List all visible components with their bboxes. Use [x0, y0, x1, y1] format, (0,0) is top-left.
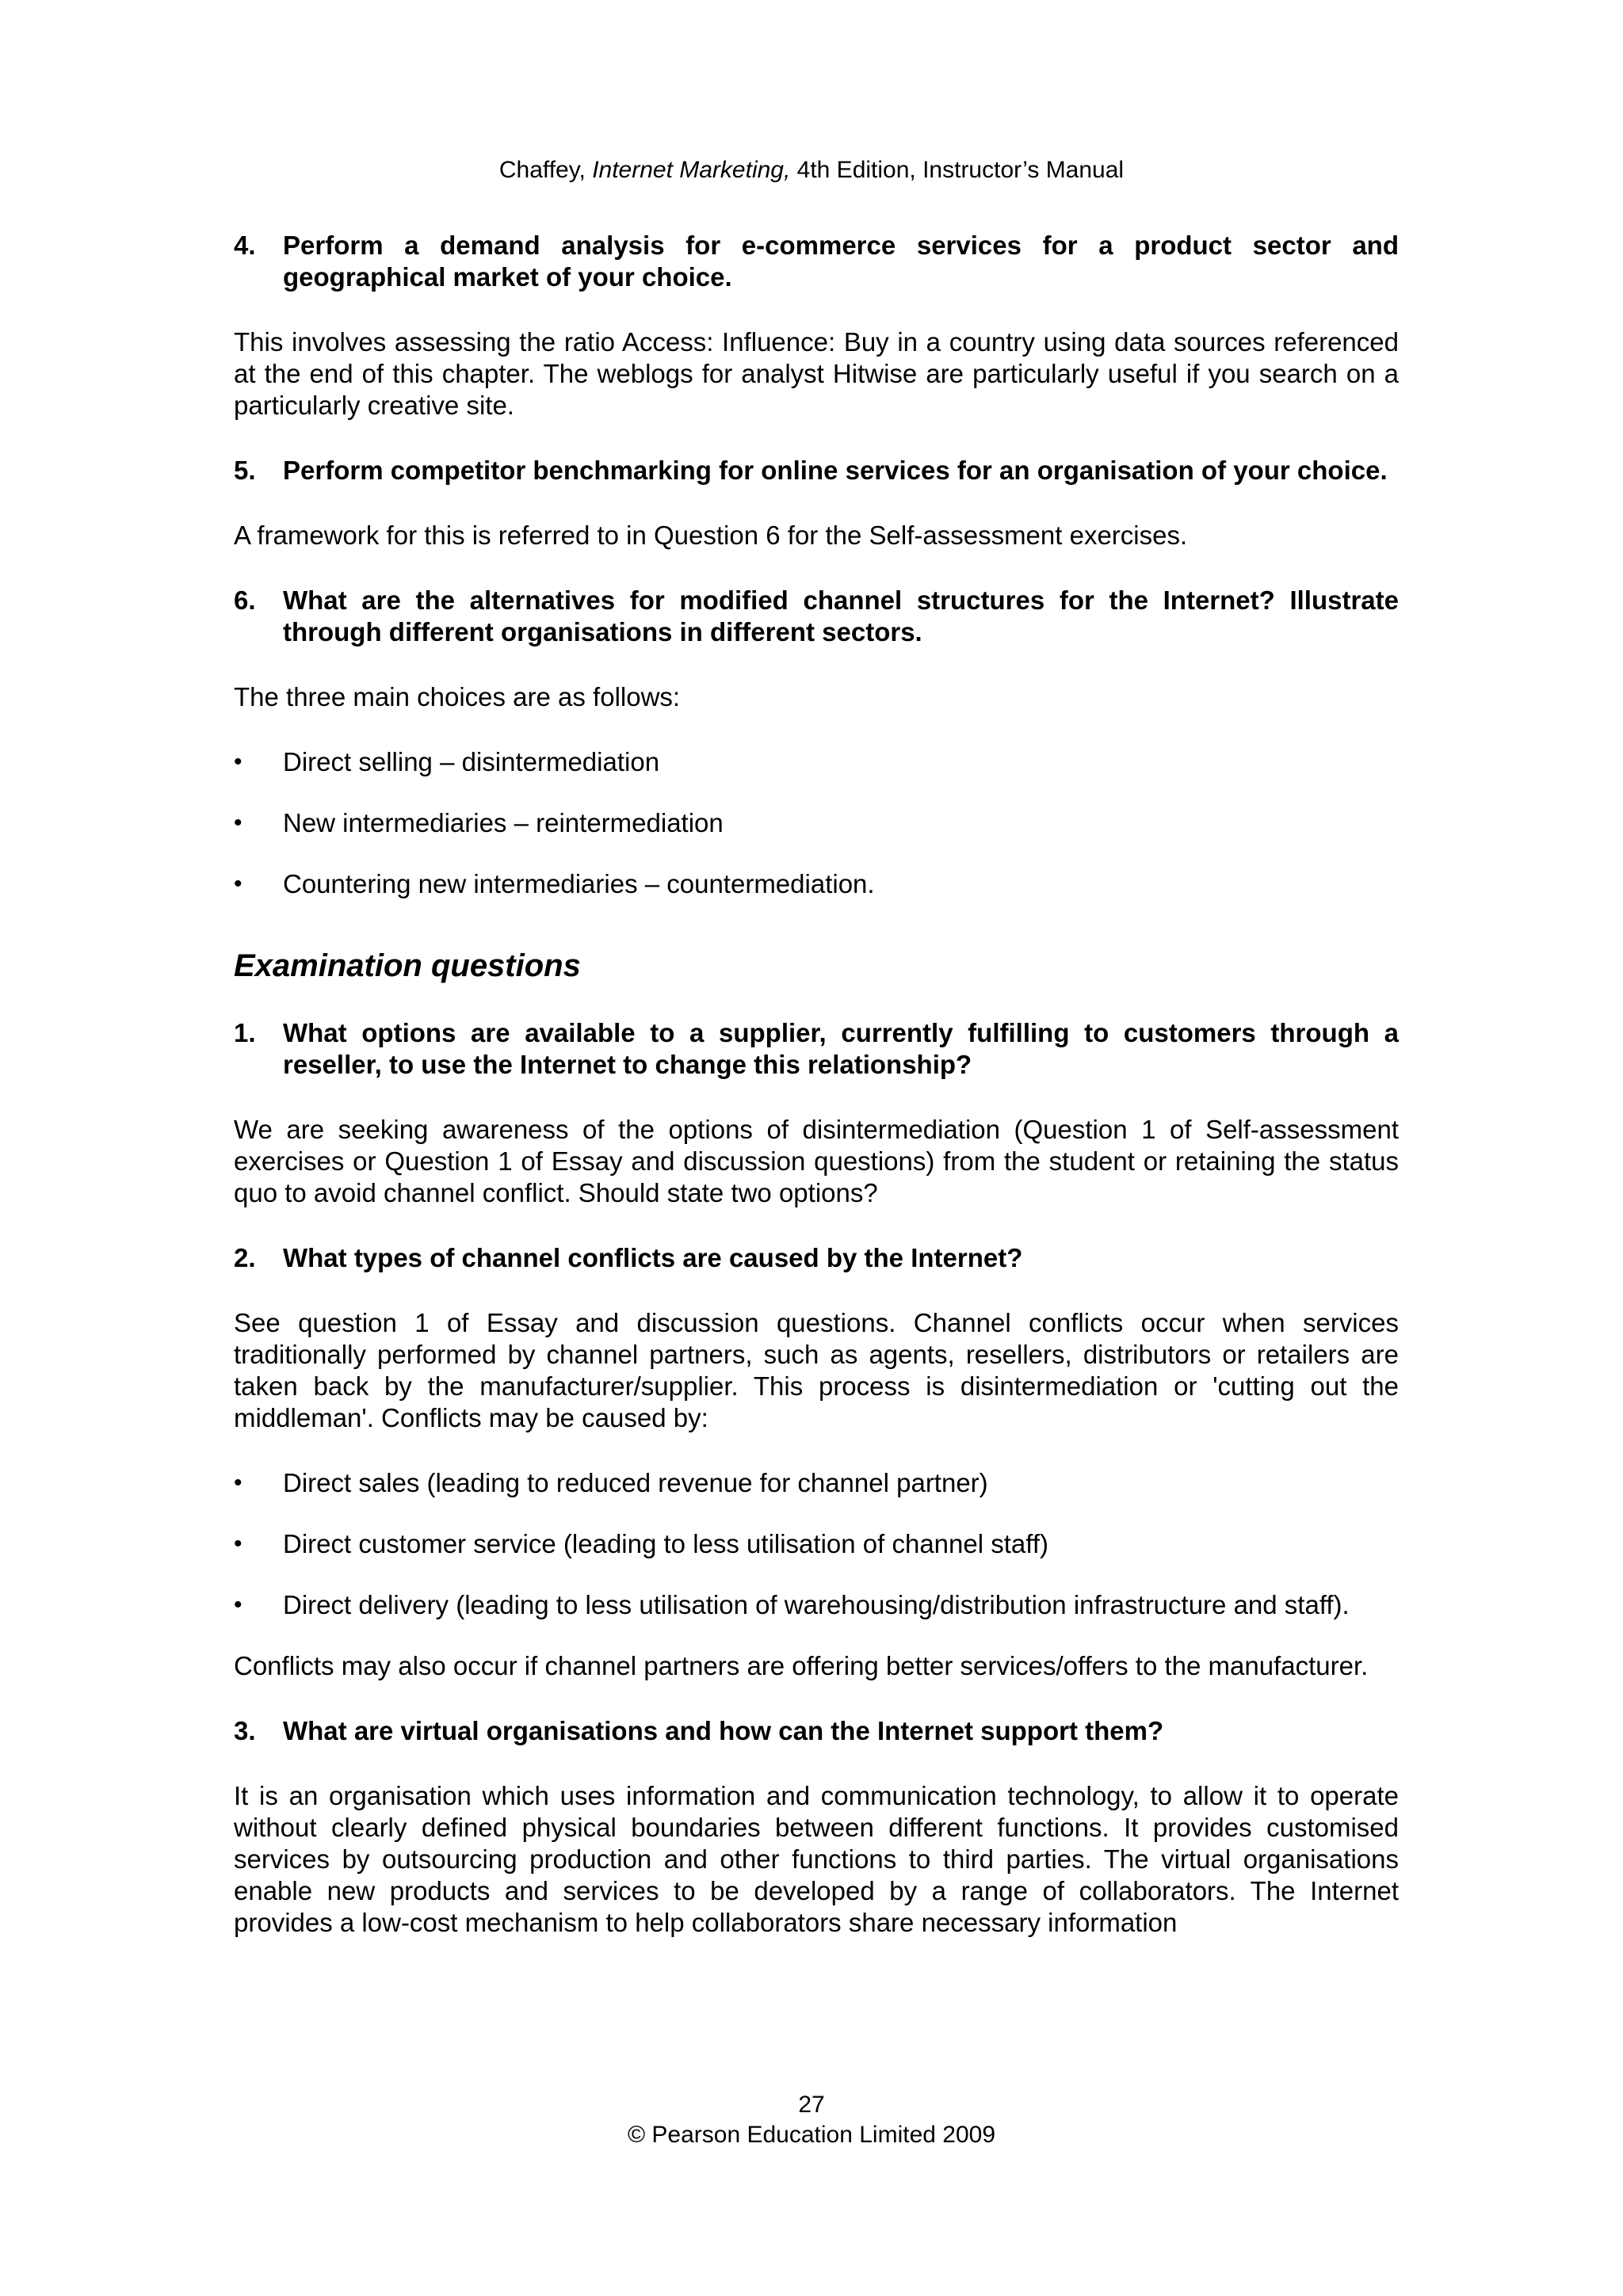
header-author: Chaffey, — [498, 157, 593, 183]
copyright: © Pearson Education Limited 2009 — [627, 2122, 996, 2148]
answer-6: The three main choices are as follows: — [234, 682, 681, 711]
bullet-icon: • — [234, 810, 242, 836]
bullet-icon: • — [234, 871, 242, 897]
question-number: 6. — [234, 585, 256, 615]
bullet-icon: • — [234, 749, 242, 775]
list-item: • Direct customer service (leading to less utilisation of channel staff) — [234, 1529, 1048, 1558]
question-text: What types of channel conflicts are caused by the Internet? — [283, 1243, 1023, 1272]
question-text: What are the alternatives for modified channel structures for the Internet? Illustrate through different organisations in different sectors. — [283, 585, 1399, 646]
question-text: What are virtual organisations and how can the Internet support them? — [283, 1716, 1164, 1745]
exam-question-2 — [234, 1242, 1399, 1274]
section-heading: Examination questions — [234, 948, 581, 983]
question-number: 4. — [234, 231, 256, 260]
list-item: • Direct sales (leading to reduced revenue for channel partner) — [234, 1468, 988, 1497]
page-number: 27 — [798, 2092, 825, 2118]
conflicts-list — [234, 1467, 1399, 1621]
exam-question-3 — [234, 1715, 1399, 1747]
question-number: 3. — [234, 1716, 256, 1745]
list-item: • Direct selling – disintermediation — [234, 747, 660, 776]
list-item: • Countering new intermediaries – countermediation. — [234, 869, 875, 898]
bullet-icon: • — [234, 1470, 242, 1496]
question-text: What options are available to a supplier, currently fulfilling to customers through a reseller, to use the Internet to change this relationship? — [283, 1018, 1399, 1079]
header-book-title: Internet Marketing, — [592, 157, 791, 183]
page-footer — [0, 2090, 1623, 2150]
exam-answer-1: We are seeking awareness of the options of disintermediation (Question 1 of Self-assessment exercises or Question 1 of Essay and discussion questions) from the student or retaining the status quo to avoid channel conflict. Should state two options? — [234, 1115, 1399, 1207]
question-number: 1. — [234, 1018, 256, 1047]
exam-answer-3: It is an organisation which uses information and communication technology, to allow it to operate without clearly defined physical boundaries between different functions. It provides customised services by outsourcing production and other functions to third parties. The virtual organisations enable new products and services to be developed by a range of collaborators. The Internet provides a low-cost mechanism to help collaborators share necessary information — [234, 1781, 1399, 1937]
running-header — [0, 155, 1623, 185]
exam-question-1 — [234, 1017, 1399, 1081]
channel-choices-list — [234, 746, 1399, 900]
question-4 — [234, 230, 1399, 293]
question-6 — [234, 585, 1399, 648]
question-text: Perform a demand analysis for e-commerce services for a product sector and geographical market of your choice. — [283, 231, 1399, 292]
question-number: 2. — [234, 1243, 256, 1272]
list-item: • New intermediaries – reintermediation — [234, 808, 724, 837]
question-number: 5. — [234, 456, 256, 485]
list-item: • Direct delivery (leading to less utilisation of warehousing/distribution infrastructure and staff). — [234, 1590, 1350, 1619]
exam-answer-2: See question 1 of Essay and discussion questions. Channel conflicts occur when services traditionally performed by channel partners, such as agents, resellers, distributors or retailers are taken back by the manufacturer/supplier. This process is disintermediation or 'cutting out the middleman'. Conflicts may be caused by: — [234, 1308, 1399, 1432]
header-edition: 4th Edition, Instructor’s Manual — [790, 157, 1125, 183]
question-text: Perform competitor benchmarking for online services for an organisation of your choice. — [283, 456, 1388, 485]
bullet-icon: • — [234, 1531, 242, 1557]
bullet-icon: • — [234, 1592, 242, 1618]
answer-5: A framework for this is referred to in Question 6 for the Self-assessment exercises. — [234, 521, 1188, 550]
page-content — [234, 230, 1399, 1972]
question-5 — [234, 455, 1399, 486]
exam-answer-2-extra: Conflicts may also occur if channel partners are offering better services/offers to the manufacturer. — [234, 1651, 1369, 1680]
answer-4: This involves assessing the ratio Access: Influence: Buy in a country using data sources referenced at the end of this chapter. The weblogs for analyst Hitwise are particularly useful if you search on a particularly creative site. — [234, 327, 1399, 420]
